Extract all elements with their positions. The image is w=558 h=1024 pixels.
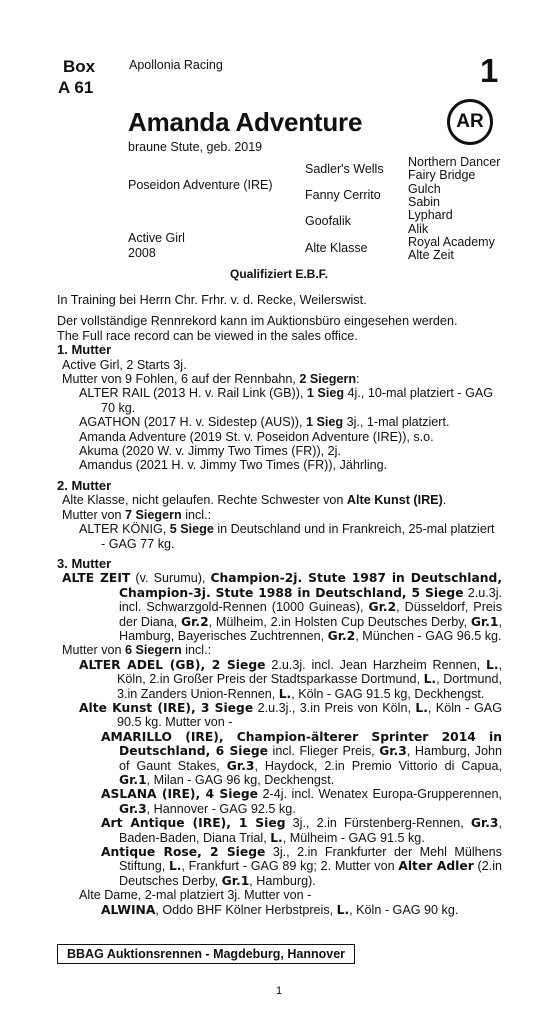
highlight: Antique Rose, 2 Siege [101,845,266,860]
alte-zeit-entry [57,571,502,643]
grade: L. [485,657,499,672]
alter-adel-entry [57,658,502,701]
pedigree-gen2-3: Goofalik [305,214,351,228]
second-dam-title: 2. Mutter [57,477,112,493]
text: , München - GAG 96.5 kg. [355,628,502,643]
alte-dame-entry: Alte Dame, 2-mal platziert 3j. Mutter von - [79,888,312,903]
highlight: ASLANA (IRE), 4 Siege [101,787,258,802]
text: , Oddo BHF Kölner Herbstpreis, [155,902,337,917]
produce-entry [57,522,502,551]
text: , Köln - GAG 90 kg. [349,902,459,917]
pedigree-gen2-2: Fanny Cerrito [305,188,381,202]
second-dam-produce-summary [57,508,502,522]
pedigree-gen3-6: Alik [408,222,429,236]
lot-number: 1 [480,52,499,89]
pedigree-gen3-1: Northern Dancer [408,155,501,169]
pedigree-dam-year: 2008 [128,246,156,260]
text: , Köln, 2.in Großer Preis der Stadtsparkasse Dortmund, [117,657,502,687]
highlight: ALTER ADEL (GB), 2 Siege [79,657,266,672]
grade: Gr.3 [119,801,147,816]
text: incl.: [181,507,212,522]
produce-entry: Akuma (2020 W. v. Jimmy Two Times (FR)), 2j. [79,444,341,459]
text: incl.: [181,643,212,658]
text: , Mülheim, 2.in Holsten Cup Deutsches Derby, [208,614,471,629]
grade: L. [423,672,437,687]
text: , Milan - GAG 96 kg, Deckhengst. [146,773,335,787]
grade: Gr.1 [470,614,499,629]
highlight: AMARILLO (IRE), Champion-älterer Sprinter 2014 in Deutschland, 6 Siege [101,729,502,759]
text: , Dortmund, 3.in Zanders Union-Rennen, [117,672,502,701]
wins: 1 Sieg [305,415,344,430]
text: Mutter von [62,643,125,658]
wins: 5 Siege [169,522,214,537]
text: , Hamburg, Bayerisches Zuchtrennen, [119,614,502,643]
text: , Haydock, 2.in Premio Vittorio di Capua, [254,758,502,773]
text: Alte Klasse, nicht gelaufen. Rechte Schwester von [62,493,347,508]
first-dam-line: Active Girl, 2 Starts 3j. [62,357,187,372]
wins: 1 Sieg [306,386,345,401]
text: , Köln - GAG 90.5 kg. Mutter von - [117,700,502,730]
pedigree-gen3-8: Alte Zeit [408,248,454,262]
text: , Hannover - GAG 92.5 kg. [146,801,296,816]
text: , Düsseldorf, Preis der Diana, [119,600,502,629]
produce-entry: Amandus (2021 H. v. Jimmy Two Times (FR)), Jährling. [79,458,388,473]
horse-name: ALTE ZEIT [62,571,131,586]
text: 2.u.3j. incl. Schwarzgold-Rennen (1000 Guineas), [119,585,503,615]
amarillo-entry [57,730,502,788]
grade: Gr.3 [470,816,499,831]
training-note: In Training bei Herrn Chr. Frhr. v. d. Recke, Weilerswist. [57,293,367,307]
text: AGATHON (2017 H. v. Sidestep (AUS)), [79,415,306,430]
text: ALTER RAIL (2013 H. v. Rail Link (GB)), [79,386,307,401]
seller-name: Apollonia Racing [129,58,223,72]
horse-description: braune Stute, geb. 2019 [128,140,263,154]
pedigree-gen3-4: Sabin [408,195,440,209]
grade: Gr.3 [379,744,407,759]
second-dam-line [57,493,502,507]
text: (2.in Deutsches Derby, [119,859,503,888]
alte-kunst-entry [57,701,502,730]
pedigree-sire: Poseidon Adventure (IRE) [128,178,273,192]
third-dam-title: 3. Mutter [57,555,112,571]
grade: Gr.2 [181,614,209,629]
text: 2.u.3j., 3.in Preis von Köln, [253,700,416,715]
third-dam-produce-summary [57,643,502,657]
highlight: ALWINA [101,902,156,917]
produce-entry [57,415,502,429]
text: incl. Flieger Preis, [268,744,380,759]
pedigree-gen3-5: Lyphard [408,208,453,222]
produce-entry: Amanda Adventure (2019 St. v. Poseidon Adventure (IRE)), s.o. [79,429,434,444]
grade: Gr.1 [119,773,147,787]
box-number: A 61 [58,78,94,97]
grade: L. [168,859,182,874]
text: in Deutschland und in Frankreich, 25-mal platziert - GAG 77 kg. [101,522,495,551]
alwina-entry [57,903,502,917]
text: 4j., 10-mal platziert - GAG 70 kg. [101,386,494,415]
pedigree-gen3-2: Fairy Bridge [408,168,476,182]
horse-ref: Alter Adler [398,859,474,874]
box-label [58,56,96,98]
text: ALTER KÖNIG, [79,522,170,537]
horse-ref: Alte Kunst (IRE) [346,493,443,508]
first-dam-title: 1. Mutter [57,342,112,358]
grade: Gr.2 [327,628,356,643]
pedigree-gen2-4: Alte Klasse [305,241,368,255]
ar-badge: AR [447,99,493,145]
wins: 2 Siegern [299,372,357,387]
highlight: Alte Kunst (IRE), 3 Siege [79,700,254,715]
aslana-entry [57,787,502,816]
wins: 7 Siegern [125,507,182,522]
text: 3j., 2.in Frankfurter der Mehl Mülhens Stiftung, [119,845,502,874]
highlight: Champion-2j. Stute 1987 in Deutschland, Champion-3j. Stute 1988 in Deutschland, 5 Siege [119,571,503,600]
antique-rose-entry [57,845,502,888]
text: , Hamburg). [249,873,316,888]
text: , Mülheim - GAG 91.5 kg. [282,830,425,845]
highlight: Art Antique (IRE), 1 Sieg [101,816,286,831]
grade: L. [415,700,428,715]
text: , Frankfurt - GAG 89 kg; 2. Mutter von [181,859,399,874]
text: , Baden-Baden, Diana Trial, [119,816,502,845]
text: 2.u.3j. incl. Jean Harzheim Rennen, [265,657,486,672]
grade: Gr.1 [221,873,250,888]
grade: L. [278,686,292,701]
art-antique-entry [57,816,502,845]
catalogue-body [57,293,502,917]
text: , Hamburg, John of Gaunt Stakes, [119,744,502,773]
text: 3j., 2.in Fürstenberg-Rennen, [285,816,471,831]
text: : [356,372,360,387]
first-dam-produce-summary [57,372,502,386]
box-label-text: Box [63,57,96,76]
record-note-de: Der vollständige Rennrekord kann im Auktionsbüro eingesehen werden. [57,314,458,329]
text: 2-4j. incl. Wenatex Europa-Grupperennen, [257,787,503,802]
auction-race-box: BBAG Auktionsrennen - Magdeburg, Hannover [57,944,355,964]
grade: Gr.2 [368,600,397,615]
grade: L. [270,830,283,845]
text: . [442,493,447,508]
pedigree-gen3-3: Gulch [408,182,441,196]
record-note-en: The Full race record can be viewed in the sales office. [57,328,358,343]
text: (v. Surumu), [130,571,211,586]
pedigree-gen2-1: Sadler's Wells [305,162,384,176]
grade: L. [336,902,350,917]
text: , Köln - GAG 91.5 kg, Deckhengst. [291,686,485,701]
text: Mutter von [62,507,125,522]
grade: Gr.3 [226,758,255,773]
pedigree-dam: Active Girl [128,231,185,245]
text: Mutter von 9 Fohlen, 6 auf der Rennbahn, [62,372,300,387]
pedigree-gen3-7: Royal Academy [408,235,495,249]
produce-entry [57,386,502,415]
wins: 6 Siegern [125,643,182,658]
horse-name: Amanda Adventure [128,107,363,137]
text: 3j., 1-mal platziert. [343,415,450,430]
qualification: Qualifiziert E.B.F. [229,267,328,281]
page-number: 1 [275,985,283,997]
